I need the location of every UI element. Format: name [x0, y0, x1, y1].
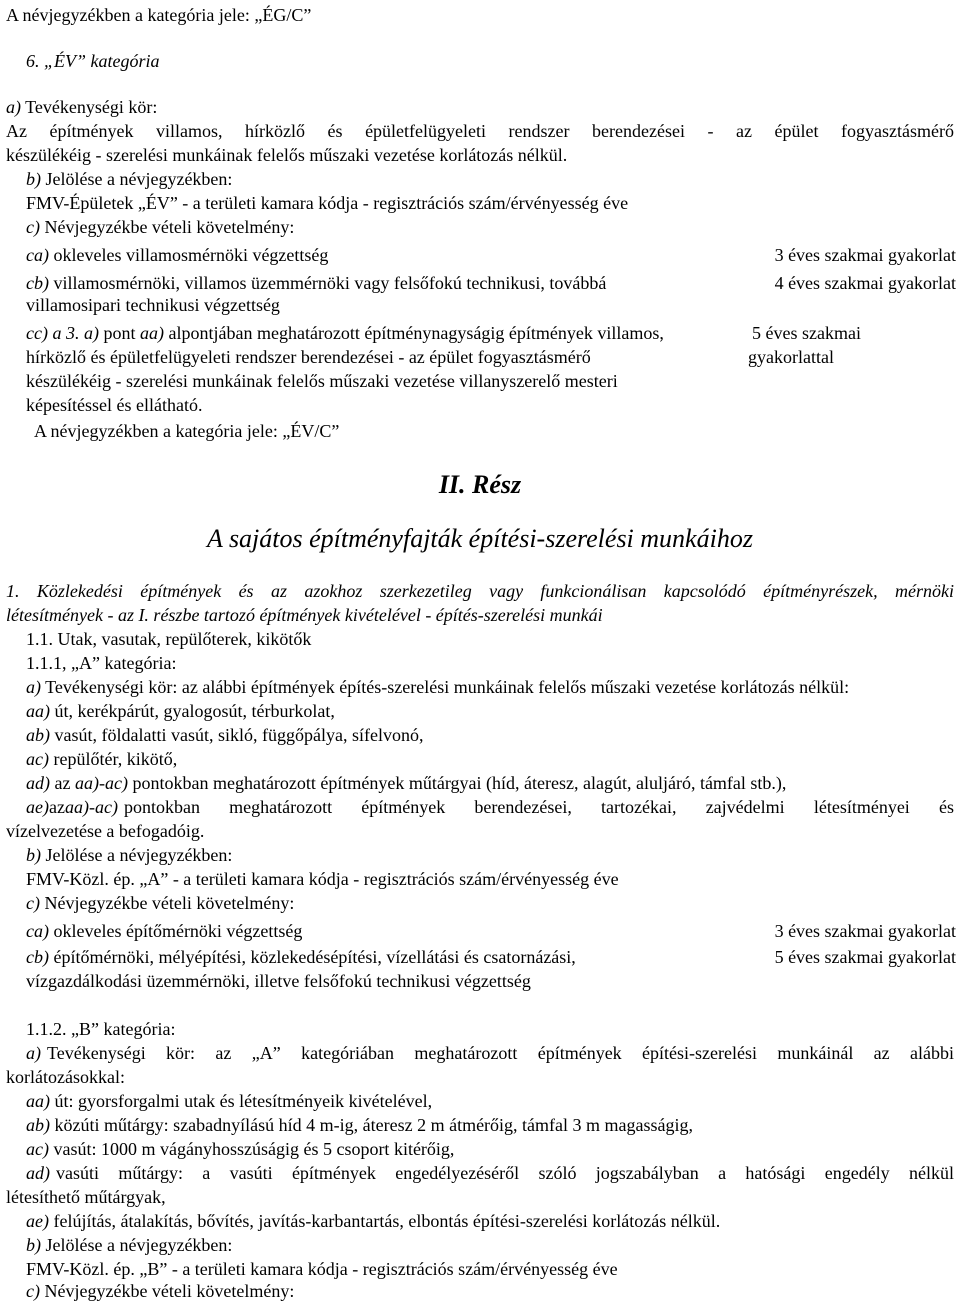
s112-item-ac — [26, 1138, 454, 1160]
activity-scope-text-2: készülékéig - szerelési munkáinak felelős műszaki vezetése korlátozás nélkül. — [6, 145, 568, 165]
item-text: vasúti műtárgy: a vasúti építmények engedélyezéséről szóló jogszabályban a hatósági engedély nélkül — [56, 1163, 954, 1183]
s111-item-ae — [26, 796, 954, 818]
s112-registry-text: FMV-Közl. ép. „B” - a területi kamara kódja - regisztrációs szám/érvényesség éve — [26, 1259, 618, 1279]
s111-req-cb-practice: 5 éves szakmai gyakorlat — [774, 947, 956, 967]
s111-item-ac — [26, 748, 177, 770]
marker: b) — [26, 845, 41, 865]
s112-requirements-label — [26, 1281, 295, 1301]
pre: az — [50, 773, 71, 793]
label-text: Tevékenységi kör: — [21, 97, 158, 117]
part-subtitle: A sajátos építményfajták építési-szerelési munkáihoz — [207, 524, 753, 553]
section-1-1-1-title: 1.1.1, „A” kategória: — [26, 653, 177, 673]
req-cc-text-3: készülékéig - szerelési munkáinak felelős műszaki vezetése villanyszerelő mesteri — [26, 371, 618, 391]
s112-item-ad-text-2: létesíthető műtárgyak, — [6, 1187, 166, 1207]
req-text: villamosmérnöki, villamos üzemmérnöki vagy felsőfokú technikusi, továbbá — [48, 273, 607, 293]
section-1-1-2-title: 1.1.2. „B” kategória: — [26, 1019, 176, 1039]
label-text: Névjegyzékbe vételi követelmény: — [39, 217, 295, 237]
marker: cb) — [26, 273, 49, 293]
section-1-1-title: 1.1. Utak, vasutak, repülőterek, kikötők — [26, 629, 312, 649]
marker: ab) — [26, 1115, 50, 1135]
s111-requirements-label — [26, 892, 294, 914]
item-text: Tevékenységi kör: az alábbi építmények építés-szerelési munkáinak felelős műszaki vezetése korlátozás nélkül: — [41, 677, 850, 697]
section-1-intro-2: létesítmények - az I. részbe tartozó építmények kivételével - építés-szerelési munkái — [6, 605, 603, 625]
section-1-intro-1: 1. Közlekedési építmények és az azokhoz szerkezetileg vagy funkcionálisan kapcsolódó építményrészek, mérnöki — [6, 581, 954, 601]
s111-req-cb — [26, 946, 576, 968]
label-text: Jelölése a névjegyzékben: — [41, 845, 233, 865]
label-text: Névjegyzékbe vételi követelmény: — [39, 893, 295, 913]
req-cb-text-2: villamosipari technikusi végzettség — [26, 295, 280, 315]
ref: aa)-ac) — [64, 797, 118, 817]
item-text: út, kerékpárút, gyalogosút, térburkolat, — [50, 701, 335, 721]
req-cc-practice-1: 5 éves szakmai — [752, 323, 861, 343]
item-text: pontokban meghatározott építmények műtárgyai (híd, áteresz, alagút, aluljáró, támfal stb.), — [127, 773, 787, 793]
marker: c) — [26, 893, 40, 913]
marker: ad) — [26, 1163, 50, 1183]
req-cc-practice-2: gyakorlattal — [748, 347, 834, 367]
ref-aa: aa) — [135, 323, 164, 343]
ref: aa)-ac) — [70, 773, 128, 793]
label-text: Jelölése a névjegyzékben: — [41, 1235, 233, 1255]
item-text: Tevékenységi kör: az „A” kategóriában meghatározott építmények építési-szerelési munkáinál az alábbi — [47, 1043, 954, 1063]
req-ca-practice: 3 éves szakmai gyakorlat — [774, 245, 956, 265]
req-text: alpontjában meghatározott építménynagyságig építmények villamos, — [164, 323, 664, 343]
marker: cb) — [26, 947, 49, 967]
s112-item-ae — [26, 1210, 720, 1232]
s111-req-cb-text-2: vízgazdálkodási üzemmérnöki, illetve felsőfokú technikusi végzettség — [26, 971, 531, 991]
requirements-label — [26, 216, 294, 238]
marker: b) — [26, 1235, 41, 1255]
label-text: Jelölése a névjegyzékben: — [41, 169, 233, 189]
item-text: vasút: 1000 m vágányhosszúságig és 5 csoport kitérőig, — [48, 1139, 455, 1159]
item-text: repülőtér, kikötő, — [48, 749, 178, 769]
s111-item-ae-text-2: vízelvezetése a befogadóig. — [6, 821, 205, 841]
marker: ab) — [26, 725, 50, 745]
section-6-title: 6. „ÉV” kategória — [26, 51, 160, 71]
marker: a) — [6, 97, 21, 117]
s111-registry-text: FMV-Közl. ép. „A” - a területi kamara kódja - regisztrációs szám/érvényesség éve — [26, 869, 619, 889]
s111-item-ad — [26, 772, 786, 794]
label-text: Névjegyzékbe vételi követelmény: — [39, 1281, 295, 1301]
activity-scope-label — [6, 96, 157, 118]
registry-mark-label — [26, 168, 232, 190]
pont: pont — [98, 323, 136, 343]
marker: ae) — [26, 797, 49, 817]
item-text: pontokban meghatározott építmények berendezései, tartozékai, zajvédelmi létesítményei és — [123, 797, 954, 817]
marker: c) — [26, 217, 40, 237]
s112-activity — [26, 1042, 954, 1064]
marker: ca) — [26, 245, 49, 265]
s111-item-aa — [26, 700, 335, 722]
activity-scope-text-1: Az építmények villamos, hírközlő és épületfelügyeleti rendszer berendezései - az épület fogyasztásmérő — [6, 121, 954, 141]
marker: c) — [26, 1281, 40, 1301]
s111-activity — [26, 676, 849, 698]
marker: ac) — [26, 749, 49, 769]
req-cb — [26, 272, 606, 294]
item-text: vasút, földalatti vasút, sikló, függőpálya, sífelvonó, — [50, 725, 424, 745]
category-label-evc: A névjegyzékben a kategória jele: „ÉV/C” — [34, 421, 340, 441]
pre: az — [48, 797, 65, 817]
item-text: felújítás, átalakítás, bővítés, javítás-karbantartás, elbontás építési-szerelési korlátozás nélkül. — [48, 1211, 721, 1231]
req-cc-text-2: hírközlő és épületfelügyeleti rendszer berendezései - az épület fogyasztásmérő — [26, 347, 591, 367]
req-text: okleveles villamosmérnöki végzettség — [48, 245, 329, 265]
marker: ae) — [26, 1211, 49, 1231]
marker: ac) — [26, 1139, 49, 1159]
s112-item-aa — [26, 1090, 432, 1112]
s112-registry-label — [26, 1234, 232, 1256]
marker: a) — [26, 1043, 41, 1063]
req-ca — [26, 244, 328, 266]
item-text: közúti műtárgy: szabadnyílású híd 4 m-ig, áteresz 2 m átmérőig, támfal 3 m magasságig, — [50, 1115, 694, 1135]
s111-req-ca-practice: 3 éves szakmai gyakorlat — [774, 921, 956, 941]
marker: a) — [26, 677, 41, 697]
item-text: út: gyorsforgalmi utak és létesítményeik kivételével, — [50, 1091, 433, 1111]
part-title: II. Rész — [438, 470, 522, 499]
req-cc — [26, 322, 664, 344]
ref-a: a) — [79, 323, 99, 343]
category-label-egc: A névjegyzékben a kategória jele: „ÉG/C” — [6, 5, 312, 25]
registry-mark-text: FMV-Épületek „ÉV” - a területi kamara kódja - regisztrációs szám/érvényesség éve — [26, 193, 629, 213]
s111-req-ca — [26, 920, 302, 942]
marker: aa) — [26, 701, 50, 721]
req-cc-text-4: képesítéssel és ellátható. — [26, 395, 203, 415]
marker: b) — [26, 169, 41, 189]
req-text: építőmérnöki, mélyépítési, közlekedésépítési, vízellátási és csatornázási, — [48, 947, 576, 967]
s112-item-ad — [26, 1162, 954, 1184]
s112-activity-text-2: korlátozásokkal: — [6, 1067, 125, 1087]
marker: ca) — [26, 921, 49, 941]
marker: aa) — [26, 1091, 50, 1111]
req-cb-practice: 4 éves szakmai gyakorlat — [774, 273, 956, 293]
marker: ad) — [26, 773, 50, 793]
req-text: okleveles építőmérnöki végzettség — [48, 921, 303, 941]
s111-item-ab — [26, 724, 423, 746]
s111-registry-label — [26, 844, 232, 866]
s112-item-ab — [26, 1114, 693, 1136]
marker: cc) a 3. — [26, 323, 80, 343]
